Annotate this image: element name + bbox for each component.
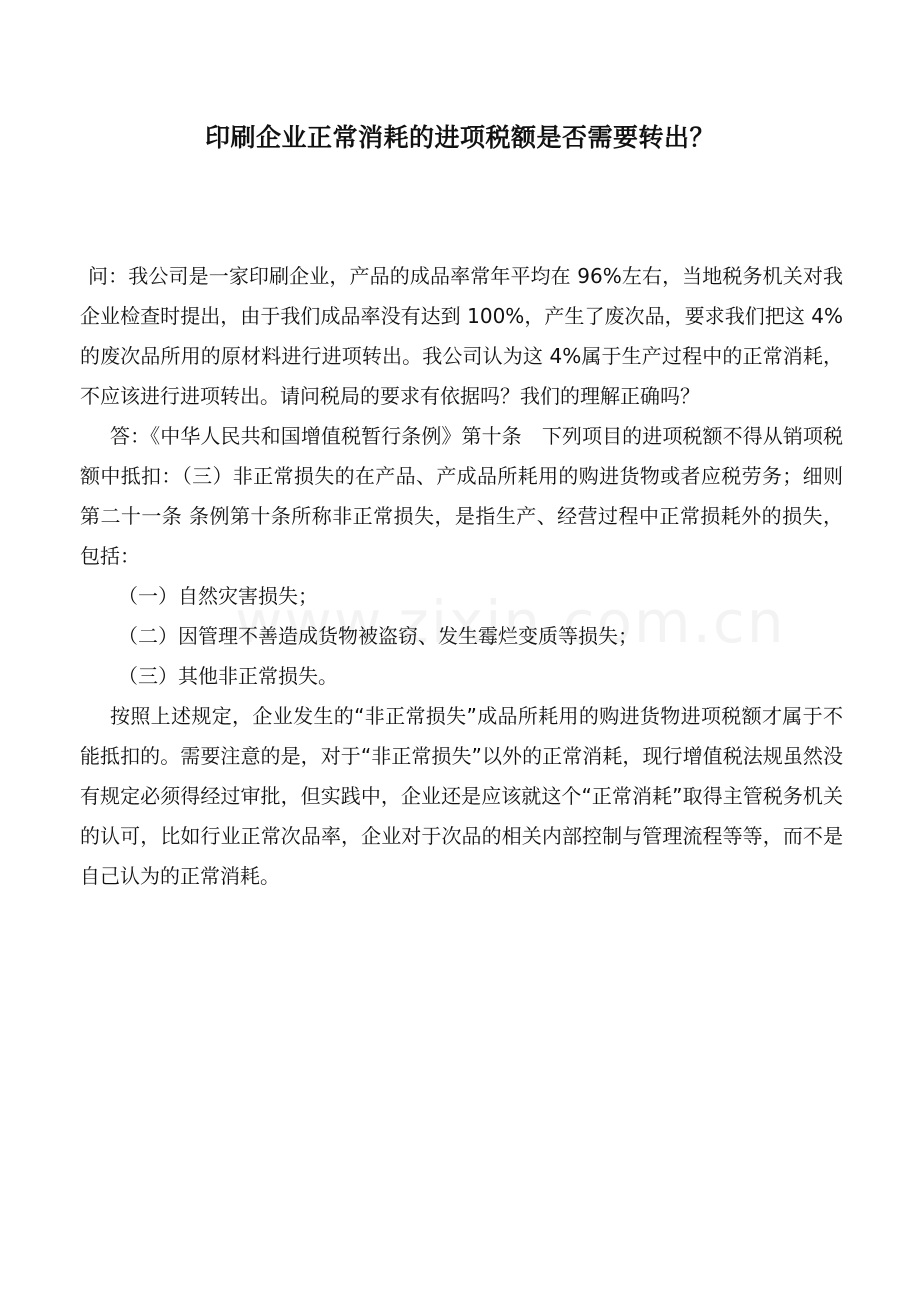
list-item-3: （三）其他非正常损失。 — [118, 664, 338, 688]
document-body — [80, 256, 843, 896]
question-paragraph: 问：我公司是一家印刷企业，产品的成品率常年平均在 96%左右，当地税务机关对我企业检查时提出，由于我们成品率没有达到 100%，产生了废次品，要求我们把这 4%的废次品所用的原材料进行进项转出。我公司认为这 4%属于生产过程中的正常消耗，不应该进行进项转出。请问税局的要求有依据吗？我们的理解正确吗？ — [80, 264, 843, 408]
list-item-2: （二）因管理不善造成货物被盗窃、发生霉烂变质等损失； — [118, 624, 638, 648]
conclusion-paragraph: 按照上述规定，企业发生的“非正常损失”成品所耗用的购进货物进项税额才属于不能抵扣的。需要注意的是，对于“非正常损失”以外的正常消耗，现行增值税法规虽然没有规定必须得经过审批，但实践中，企业还是应该就这个“正常消耗”取得主管税务机关的认可，比如行业正常次品率，企业对于次品的相关内部控制与管理流程等等，而不是自己认为的正常消耗。 — [80, 704, 843, 888]
document-title: 印刷企业正常消耗的进项税额是否需要转出？ — [204, 123, 715, 152]
list-item-1: （一）自然灾害损失； — [118, 584, 318, 608]
answer-paragraph: 答：《中华人民共和国增值税暂行条例》第十条 下列项目的进项税额不得从销项税额中抵扣：（三）非正常损失的在产品、产成品所耗用的购进货物或者应税劳务；细则第二十一条 条例第十条所称非正常损失，是指生产、经营过程中正常损耗外的损失，包括： — [80, 424, 843, 568]
